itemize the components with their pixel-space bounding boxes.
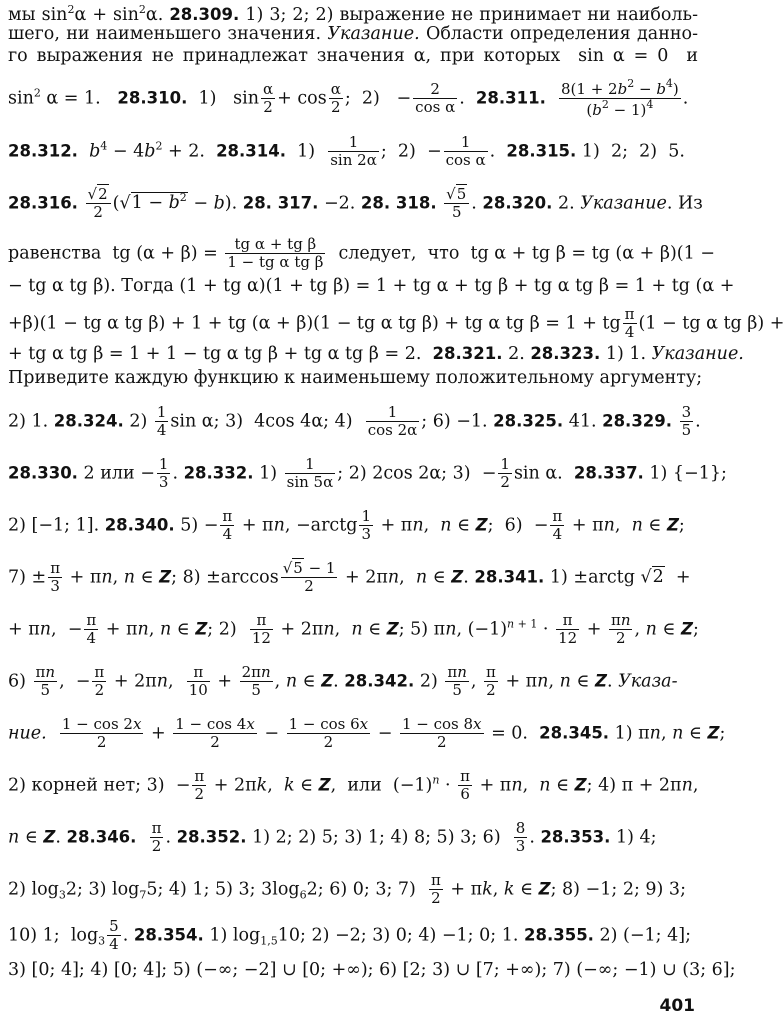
text-line-7: равенства tg (α + β) = $\frac{\text{tg α + tg β}}{\text{1 − tg α tg β}}$ следует, что tg α + tg β = tg (α + β)(1 − (8, 235, 715, 272)
text-line-4: $\sin^2 \alpha = 1$. 28.310. 1) sin $\frac{\alpha}{2}$ + cos $\frac{\alpha}{2}$ ; 2) − $\frac{2}{\text{cos α}}$ . 28.311. $\frac{8(1 + 2b^2 - b^4)}{(b^2 - 1)^4}$ . (8, 77, 689, 120)
text-line-11: Приведите каждую функцию к наименьшему положительному аргументу; (8, 368, 703, 388)
text-line-20: n ∈ Z. 28.346. $\frac{\pi}{2}$ . 28.352. 1) 2; 2) 5; 3) 1; 4) 8; 5) 3; 6) $\frac{8}{3}$ . 28.353. 1) 4; (8, 819, 657, 856)
text-line-19: 2) корней нет; 3) − $\frac{\pi}{2}$ + 2πk, k ∈ Z, или $(-1)^n$ · $\frac{\pi}{6}$ + πn, n ∈ Z; 4) π + 2πn, (8, 767, 699, 804)
text-line-2: шего, ни наименьшего значения. Указание. Области определения данно- (8, 24, 699, 44)
text-line-14: 2) [−1; 1]. 28.340. 5) − $\frac{\pi}{4}$ + πn, −arctg $\frac{1}{3}$ + πn, n ∈ Z; 6) − $\frac{\pi}{4}$ + πn, n ∈ Z; (8, 507, 685, 544)
text-line-18: ние. $\frac{1 - \cos 2x}{2}$ + $\frac{1 - \cos 4x}{2}$ − $\frac{1 - \cos 6x}{2}$ − $\frac{1 - \cos 8x}{2}$ = 0. 28.345. 1) πn, n ∈ Z; (8, 715, 726, 752)
text-line-17: 6) $\frac{\pi n}{5}$ , − $\frac{\pi}{2}$ + 2πn, $\frac{\pi}{10}$ + $\frac{2\pi n}{5}$ , n ∈ Z. 28.342. 2) $\frac{\pi n}{5}$ , $\frac{\pi}{2}$ + πn, n ∈ Z. Указа- (8, 663, 678, 700)
text-line-5: 28.312. $b^4 - 4b^2 + 2$. 28.314. 1) $\frac{1}{\sin 2\alpha}$ ; 2) − $\frac{1}{\text{cos α}}$ . 28.315. 1) 2; 2) 5. (8, 133, 685, 170)
text-line-9: +β)(1 − tg α tg β) + 1 + tg (α + β)(1 − tg α tg β) + tg α tg β = 1 + tg $\frac{\pi}{4}$ (1 − tg α tg β) + (8, 305, 784, 342)
text-line-3: го выражения не принадлежат значения α, при которых sin α = 0 и (8, 46, 698, 66)
text-line-6: 28.316. $\frac{√2}{2}$ $(√1 - b^2 - b)$. 28. 317. −2. 28. 318. $\frac{√5}{5}$ . 28.320. 2. Указание. Из (8, 185, 703, 222)
text-line-21: 2) $\log_32$; 3) $\log_75$; 4) 1; 5) 3; $3\log_62$; 6) 0; 3; 7) $\frac{\pi}{2}$ + πk, k ∈ Z; 8) −1; 2; 9) 3; (8, 871, 686, 908)
text-line-16: + πn, − $\frac{\pi}{4}$ + πn, n ∈ Z; 2) $\frac{\pi}{12}$ + 2πn, n ∈ Z; 5) πn, $(-1)^{n + 1}$ · $\frac{\pi}{12}$ + $\frac{\pi n}{2}$ , n ∈ Z; (8, 611, 699, 648)
text-line-13: 28.330. 2 или − $\frac{1}{3}$ . 28.332. 1) $\frac{1}{\sin 5\alpha}$ ; 2) 2cos 2α; 3) − $\frac{1}{2}$ sin α. 28.337. 1) {−1}; (8, 455, 727, 492)
text-line-22: 10) 1; $\log_3$ $\frac{5}{4}$ . 28.354. 1) $\log_{1,5}10$; 2) −2; 3) 0; 4) −1; 0; 1. 28.355. 2) (−1; 4]; (8, 917, 691, 954)
text-line-23: 3) [0; 4]; 4) [0; 4]; 5) (−∞; −2] ∪ [0; +∞); 6) [2; 3) ∪ [7; +∞); 7) (−∞; −1) ∪ (3; 6]; (8, 960, 736, 980)
text-line-8: − tg α tg β). Тогда (1 + tg α)(1 + tg β) = 1 + tg α + tg β + tg α tg β = 1 + tg (α + (8, 276, 735, 296)
text-line-15: 7) ± $\frac{\pi}{3}$ + πn, n ∈ Z; 8) ±arccos $\frac{√5 - 1}{2}$ + 2πn, n ∈ Z. 28.341. 1) ±arctg √2 + (8, 559, 691, 596)
text-line-1: мы $\sin^2\alpha + \sin^2\alpha$. 28.309. 1) 3; 2; 2) выражение не принимает ни наиболь- (8, 3, 698, 25)
text-line-10: + tg α tg β = 1 + 1 − tg α tg β + tg α tg β = 2. 28.321. 2. 28.323. 1) 1. Указание. (8, 344, 744, 364)
text-line-12: 2) 1. 28.324. 2) $\frac{1}{4}$ sin α; 3) 4cos 4α; 4) $\frac{1}{\cos 2\alpha}$ ; 6) −1. 28.325. 41. 28.329. $\frac{3}{5}$ . (8, 403, 701, 440)
page-number: 401 (659, 996, 695, 1016)
